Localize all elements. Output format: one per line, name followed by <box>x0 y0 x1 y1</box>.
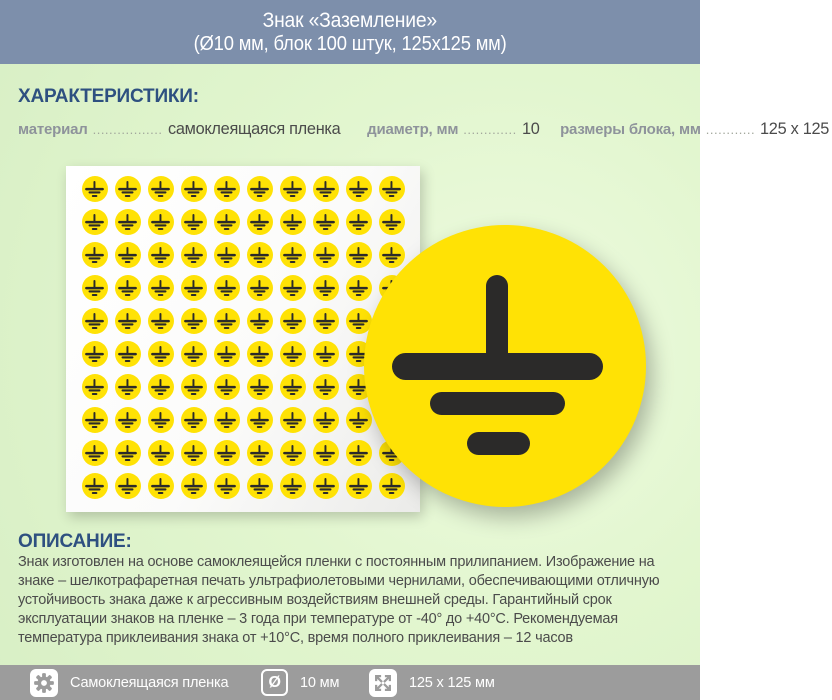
grounding-symbol-icon <box>151 214 170 230</box>
sticker <box>313 176 339 202</box>
sticker <box>280 275 306 301</box>
sticker <box>247 473 273 499</box>
grounding-symbol-icon <box>349 247 368 263</box>
sticker <box>214 374 240 400</box>
char-label: материал <box>18 121 88 138</box>
grounding-symbol-icon <box>283 412 302 428</box>
footer-size-label: 125 х 125 мм <box>408 674 495 691</box>
diameter-icon <box>261 669 288 696</box>
sticker <box>313 242 339 268</box>
sticker <box>148 308 174 334</box>
sticker <box>148 176 174 202</box>
grounding-symbol-icon <box>118 445 137 461</box>
grounding-symbol <box>392 275 603 455</box>
footer-diameter <box>261 669 340 696</box>
char-block-size <box>560 119 832 139</box>
footer-bar <box>0 665 700 700</box>
grounding-symbol-icon <box>349 280 368 296</box>
grounding-symbol-icon <box>118 412 137 428</box>
sticker <box>115 440 141 466</box>
grounding-symbol-icon <box>382 181 401 197</box>
sticker <box>214 473 240 499</box>
sticker <box>247 209 273 235</box>
sticker <box>247 341 273 367</box>
grounding-symbol-icon <box>151 478 170 494</box>
grounding-symbol-icon <box>283 214 302 230</box>
grounding-symbol-icon <box>316 181 335 197</box>
grounding-symbol-icon <box>217 379 236 395</box>
sticker <box>82 374 108 400</box>
grounding-symbol-icon <box>184 346 203 362</box>
sticker <box>214 440 240 466</box>
sticker <box>181 407 207 433</box>
sticker <box>379 242 405 268</box>
footer-material-label: Самоклеящаяся пленка <box>70 674 229 691</box>
sticker <box>247 242 273 268</box>
sticker <box>280 374 306 400</box>
grounding-symbol-icon <box>184 313 203 329</box>
grounding-symbol-icon <box>184 478 203 494</box>
sticker <box>247 407 273 433</box>
diameter-glyph: Ø <box>268 673 281 691</box>
grounding-symbol-icon <box>250 313 269 329</box>
grounding-symbol-icon <box>392 275 603 455</box>
sticker <box>379 473 405 499</box>
grounding-symbol-icon <box>382 214 401 230</box>
sticker <box>346 176 372 202</box>
grounding-symbol-icon <box>250 214 269 230</box>
sticker <box>82 440 108 466</box>
grounding-symbol-icon <box>349 412 368 428</box>
sticker <box>148 275 174 301</box>
sticker <box>214 341 240 367</box>
sticker <box>148 242 174 268</box>
sticker <box>313 440 339 466</box>
grounding-symbol-icon <box>217 247 236 263</box>
sticker <box>280 407 306 433</box>
grounding-symbol-icon <box>316 379 335 395</box>
sticker <box>148 341 174 367</box>
sticker <box>82 341 108 367</box>
sticker <box>313 407 339 433</box>
sticker <box>82 473 108 499</box>
sticker <box>379 176 405 202</box>
grounding-symbol-icon <box>85 214 104 230</box>
page-header <box>0 0 700 64</box>
sticker <box>148 407 174 433</box>
sticker <box>181 209 207 235</box>
sticker <box>148 209 174 235</box>
sticker <box>247 275 273 301</box>
sticker <box>313 374 339 400</box>
grounding-symbol-icon <box>118 379 137 395</box>
characteristics-row <box>18 119 830 139</box>
char-diameter <box>367 119 540 139</box>
grounding-symbol-icon <box>85 379 104 395</box>
sticker <box>181 341 207 367</box>
expand-icon <box>369 669 397 697</box>
grounding-symbol-icon <box>316 214 335 230</box>
char-label: диаметр, мм <box>367 121 459 138</box>
sticker <box>181 176 207 202</box>
sticker <box>346 440 372 466</box>
grounding-symbol-icon <box>217 313 236 329</box>
footer-material <box>30 669 233 697</box>
grounding-symbol-icon <box>316 280 335 296</box>
grounding-symbol-icon <box>118 313 137 329</box>
sticker <box>346 209 372 235</box>
grounding-symbol-icon <box>217 445 236 461</box>
grounding-symbol-icon <box>316 346 335 362</box>
sticker <box>214 275 240 301</box>
char-value: 125 х 125 <box>760 119 830 138</box>
grounding-symbol-icon <box>316 247 335 263</box>
sticker <box>115 242 141 268</box>
sticker <box>82 176 108 202</box>
sticker <box>148 374 174 400</box>
grounding-symbol-icon <box>85 181 104 197</box>
grounding-symbol-icon <box>250 412 269 428</box>
grounding-symbol-icon <box>85 280 104 296</box>
grounding-symbol-icon <box>250 280 269 296</box>
sticker <box>214 176 240 202</box>
grounding-symbol-icon <box>250 247 269 263</box>
grounding-symbol-icon <box>85 412 104 428</box>
sticker <box>181 308 207 334</box>
sticker-zoom-circle <box>364 225 646 507</box>
grounding-symbol-icon <box>151 247 170 263</box>
char-label: размеры блока, мм <box>560 121 701 138</box>
sticker <box>115 407 141 433</box>
char-value: самоклеящаяся пленка <box>167 119 340 138</box>
grounding-symbol-icon <box>118 280 137 296</box>
page-title: Знак «Заземление» <box>262 9 438 32</box>
sticker <box>115 176 141 202</box>
grounding-symbol-icon <box>283 346 302 362</box>
sticker <box>346 473 372 499</box>
sticker <box>82 275 108 301</box>
grounding-symbol-icon <box>250 346 269 362</box>
sticker <box>280 341 306 367</box>
sticker <box>313 341 339 367</box>
grounding-symbol-icon <box>184 445 203 461</box>
grounding-symbol-icon <box>250 445 269 461</box>
grounding-symbol-icon <box>316 445 335 461</box>
grounding-symbol-icon <box>85 445 104 461</box>
dots-leader: ................. <box>92 122 163 137</box>
sticker <box>214 242 240 268</box>
sticker <box>82 242 108 268</box>
sticker <box>280 176 306 202</box>
grounding-symbol-icon <box>184 379 203 395</box>
grounding-symbol-icon <box>184 280 203 296</box>
grounding-symbol-icon <box>118 247 137 263</box>
sticker <box>346 407 372 433</box>
description-heading: ОПИСАНИЕ: <box>18 531 132 552</box>
sticker <box>82 308 108 334</box>
grounding-symbol-icon <box>316 313 335 329</box>
sticker <box>181 473 207 499</box>
sticker <box>247 440 273 466</box>
sticker <box>313 209 339 235</box>
grounding-symbol-icon <box>382 247 401 263</box>
sticker <box>115 473 141 499</box>
grounding-symbol-icon <box>118 478 137 494</box>
grounding-symbol-icon <box>85 247 104 263</box>
grounding-symbol-icon <box>349 313 368 329</box>
sticker <box>346 242 372 268</box>
char-value: 10 <box>521 119 540 138</box>
grounding-symbol-icon <box>283 379 302 395</box>
sticker <box>82 209 108 235</box>
sticker <box>181 374 207 400</box>
grounding-symbol-icon <box>217 412 236 428</box>
sticker <box>115 308 141 334</box>
sticker <box>280 209 306 235</box>
page-subtitle: (Ø10 мм, блок 100 штук, 125х125 мм) <box>193 33 507 55</box>
grounding-symbol-icon <box>349 181 368 197</box>
sticker <box>148 440 174 466</box>
grounding-symbol-icon <box>184 214 203 230</box>
grounding-symbol-icon <box>118 181 137 197</box>
grounding-symbol-icon <box>250 181 269 197</box>
sticker <box>214 407 240 433</box>
sticker <box>280 473 306 499</box>
sticker <box>214 209 240 235</box>
grounding-symbol-icon <box>85 313 104 329</box>
grounding-symbol-icon <box>349 445 368 461</box>
grounding-symbol-icon <box>217 346 236 362</box>
grounding-symbol-icon <box>349 214 368 230</box>
sticker <box>181 440 207 466</box>
description-text: Знак изготовлен на основе самоклеящейся пленки с постоянным прилипанием. Изображение на знаке – шелкотрафаретная печать ультрафиолетовыми чернилами, обеспечивающими отличную устойчивость знака даже к агрессивным воздействиям внешней среды. Гарантийный срок эксплуатации знаков на пленке – 3 года при температуре от -40° до +40°С. Рекомендуемая температура приклеивания знака от +10°С, время полного приклеивания – 12 часов <box>18 554 660 646</box>
sticker <box>313 308 339 334</box>
grounding-symbol-icon <box>283 247 302 263</box>
footer-size <box>369 669 497 697</box>
grounding-symbol-icon <box>316 478 335 494</box>
grounding-symbol-icon <box>85 346 104 362</box>
sticker <box>280 440 306 466</box>
sticker <box>115 275 141 301</box>
sticker <box>148 473 174 499</box>
grounding-symbol-icon <box>283 478 302 494</box>
sticker <box>280 308 306 334</box>
sticker <box>247 308 273 334</box>
grounding-symbol-icon <box>151 445 170 461</box>
sticker <box>181 242 207 268</box>
grounding-symbol-icon <box>283 445 302 461</box>
sticker <box>115 341 141 367</box>
grounding-symbol-icon <box>85 478 104 494</box>
grounding-symbol-icon <box>217 478 236 494</box>
dots-leader: ............. <box>463 122 517 137</box>
sticker <box>346 275 372 301</box>
grounding-symbol-icon <box>283 313 302 329</box>
gear-icon <box>30 669 58 697</box>
grounding-symbol-icon <box>349 478 368 494</box>
grounding-symbol-icon <box>151 313 170 329</box>
grounding-symbol-icon <box>217 214 236 230</box>
sticker <box>82 407 108 433</box>
grounding-symbol-icon <box>184 181 203 197</box>
dots-leader: ............ <box>705 122 756 137</box>
grounding-symbol-icon <box>151 181 170 197</box>
grounding-symbol-icon <box>151 346 170 362</box>
grounding-symbol-icon <box>217 181 236 197</box>
char-material <box>18 119 347 139</box>
footer-diameter-label: 10 мм <box>300 674 340 691</box>
sticker <box>181 275 207 301</box>
sticker <box>247 176 273 202</box>
sticker <box>214 308 240 334</box>
grounding-symbol-icon <box>250 379 269 395</box>
grounding-symbol-icon <box>151 280 170 296</box>
grounding-symbol-icon <box>283 181 302 197</box>
grounding-symbol-icon <box>118 214 137 230</box>
grounding-symbol-icon <box>382 478 401 494</box>
grounding-symbol-icon <box>151 379 170 395</box>
grounding-symbol-icon <box>151 412 170 428</box>
sticker <box>379 209 405 235</box>
sticker <box>313 473 339 499</box>
grounding-symbol-icon <box>118 346 137 362</box>
sticker <box>280 242 306 268</box>
sticker <box>247 374 273 400</box>
grounding-symbol-icon <box>217 280 236 296</box>
grounding-symbol-icon <box>184 412 203 428</box>
grounding-symbol-icon <box>283 280 302 296</box>
sticker <box>115 374 141 400</box>
sticker <box>313 275 339 301</box>
grounding-symbol-icon <box>316 412 335 428</box>
characteristics-heading: ХАРАКТЕРИСТИКИ: <box>18 86 199 107</box>
sticker <box>115 209 141 235</box>
grounding-symbol-icon <box>184 247 203 263</box>
grounding-symbol-icon <box>250 478 269 494</box>
